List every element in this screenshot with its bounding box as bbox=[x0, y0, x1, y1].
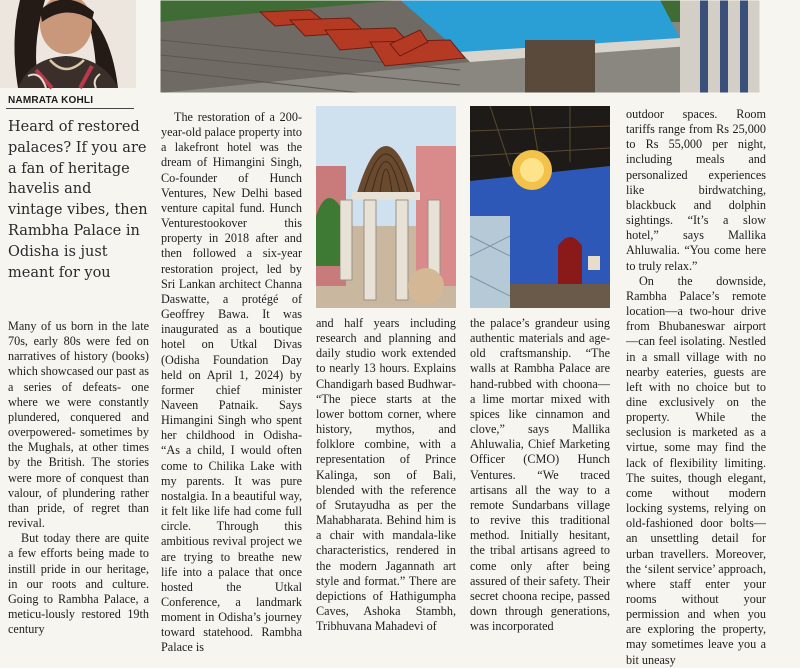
pillars-dome-photo bbox=[316, 106, 456, 308]
paragraph: outdoor spaces. Room tariffs range from Rs 25,000 to Rs 55,000 per night, including meals and personalized experiences like birdwatching, blackbuck and dolphin sightings. “It’s a slow hotel,” says Mallika Ahluwalia. “You come here to truly relax.” bbox=[626, 107, 766, 273]
article-column-3 bbox=[316, 316, 456, 634]
byline-author: NAMRATA KOHLI bbox=[8, 95, 94, 106]
paragraph: The restoration of a 200-year-old palace property into a lakefront hotel was the dream of Himangini Singh, Co-founder of Hunch Ventures, New Delhi based venture capital fund. Hunch Venturestookover this property in 2018 after and then followed a six-year restoration project, led by Sri Lankan architect Channa Daswatte, a protégé of Geoffrey Bawa. It was inaugurated as a boutique hotel on Utkal Divas (Odisha Foundation Day held on April 1, 2024) by former chief minister Naveen Patnaik. Says Himangini Singh who spent her childhood in Odisha- “As a child, I would often come to Chilika Lake with my parents. It was pure nostalgia. In a beautiful way, it felt like life had come full circle. Through this ambitious revival project we are trying to breathe new life into a palace that once hosted the Utkal Conference, a landmark moment in Odisha’s journey toward statehood. Rambha Palace is bbox=[161, 110, 302, 655]
article-column-5 bbox=[626, 107, 766, 667]
blue-hall-with-chandelier-image bbox=[470, 106, 610, 308]
blue-hall-photo bbox=[470, 106, 610, 308]
byline-rule bbox=[6, 108, 134, 109]
intro-deck: Heard of restored palaces? If you are a fan of heritage havelis and vintage vibes, then Rambha Palace in Odisha is just meant for you bbox=[8, 119, 148, 281]
article-column-4 bbox=[470, 316, 610, 634]
paragraph: the palace’s grandeur using authentic materials and age-old craftsmanship. “The walls at Rambha Palace are hand-rubbed with choona— a lime mortar mixed with spices like cinnamon and clove,” says Mallika Ahluwalia, Chief Marketing Officer (CMO) Hunch Ventures. “We traced artisans all the way to a remote Sundarbans village to revive this traditional method. Initially hesitant, the tribal artisans agreed to come only after being assured of their safety. Their secret choona recipe, passed down through generations, was incorporated bbox=[470, 316, 610, 634]
paragraph: Many of us born in the late 70s, early 80s were fed on narratives of history (books) which showcased our past as a series of defeats- one where we were constantly plundered, conquered and overpowered- sometimes by the Mughals, at other times by the British. The stories were more of conquest than valour, of plundering rather than pride, of regret than revival. bbox=[8, 319, 149, 531]
paragraph: On the downside, Rambha Palace’s remote location—a two-hour drive from Bhubaneswar airport—can feel isolating. Nestled in a small village with no nearby eateries, guests are left with no choice but to dine exclusively on the property. While the seclusion is marketed as a virtue, some may find the lack of flexibility limiting. The suites, though elegant, come without modern locking systems, relying on old-fashioned door bolts—an unsettling detail for urban travellers. Moreover, the ‘silent service’ approach, where staff enter your rooms without your permission and when you are exploring the property, may sometimes leave you a bit uneasy bbox=[626, 273, 766, 667]
paragraph: But today there are quite a few efforts being made to instill pride in our heritage, in our roots and culture. Going to Rambha Palace, a meticu-lously restored 19th century bbox=[8, 531, 149, 637]
author-portrait-image bbox=[0, 0, 136, 88]
stone-pillars-and-woven-dome-image bbox=[316, 106, 456, 308]
pool-photo bbox=[160, 0, 760, 93]
article-column-1 bbox=[8, 319, 149, 637]
article-column-2 bbox=[161, 110, 302, 655]
poolside-loungers-image bbox=[160, 0, 760, 93]
paragraph: and half years including research and planning and daily studio work extended to nearly 13 hours. Explains Chandigarh based Budhwar- “The piece starts at the lower bottom corner, where history, mythos, and folklore combine, with a representation of Prince Kalinga, son of Bali, blended with the reference of Srutayudha as per the Mahabharata. Behind him is a chair with mandala-like characteristics, rendered in the modern Jagannath art style and format.” There are depictions of Hathigumpha Caves, Ashoka Stambh, Tribhuvana Mahadevi of bbox=[316, 316, 456, 634]
author-photo bbox=[0, 0, 136, 88]
